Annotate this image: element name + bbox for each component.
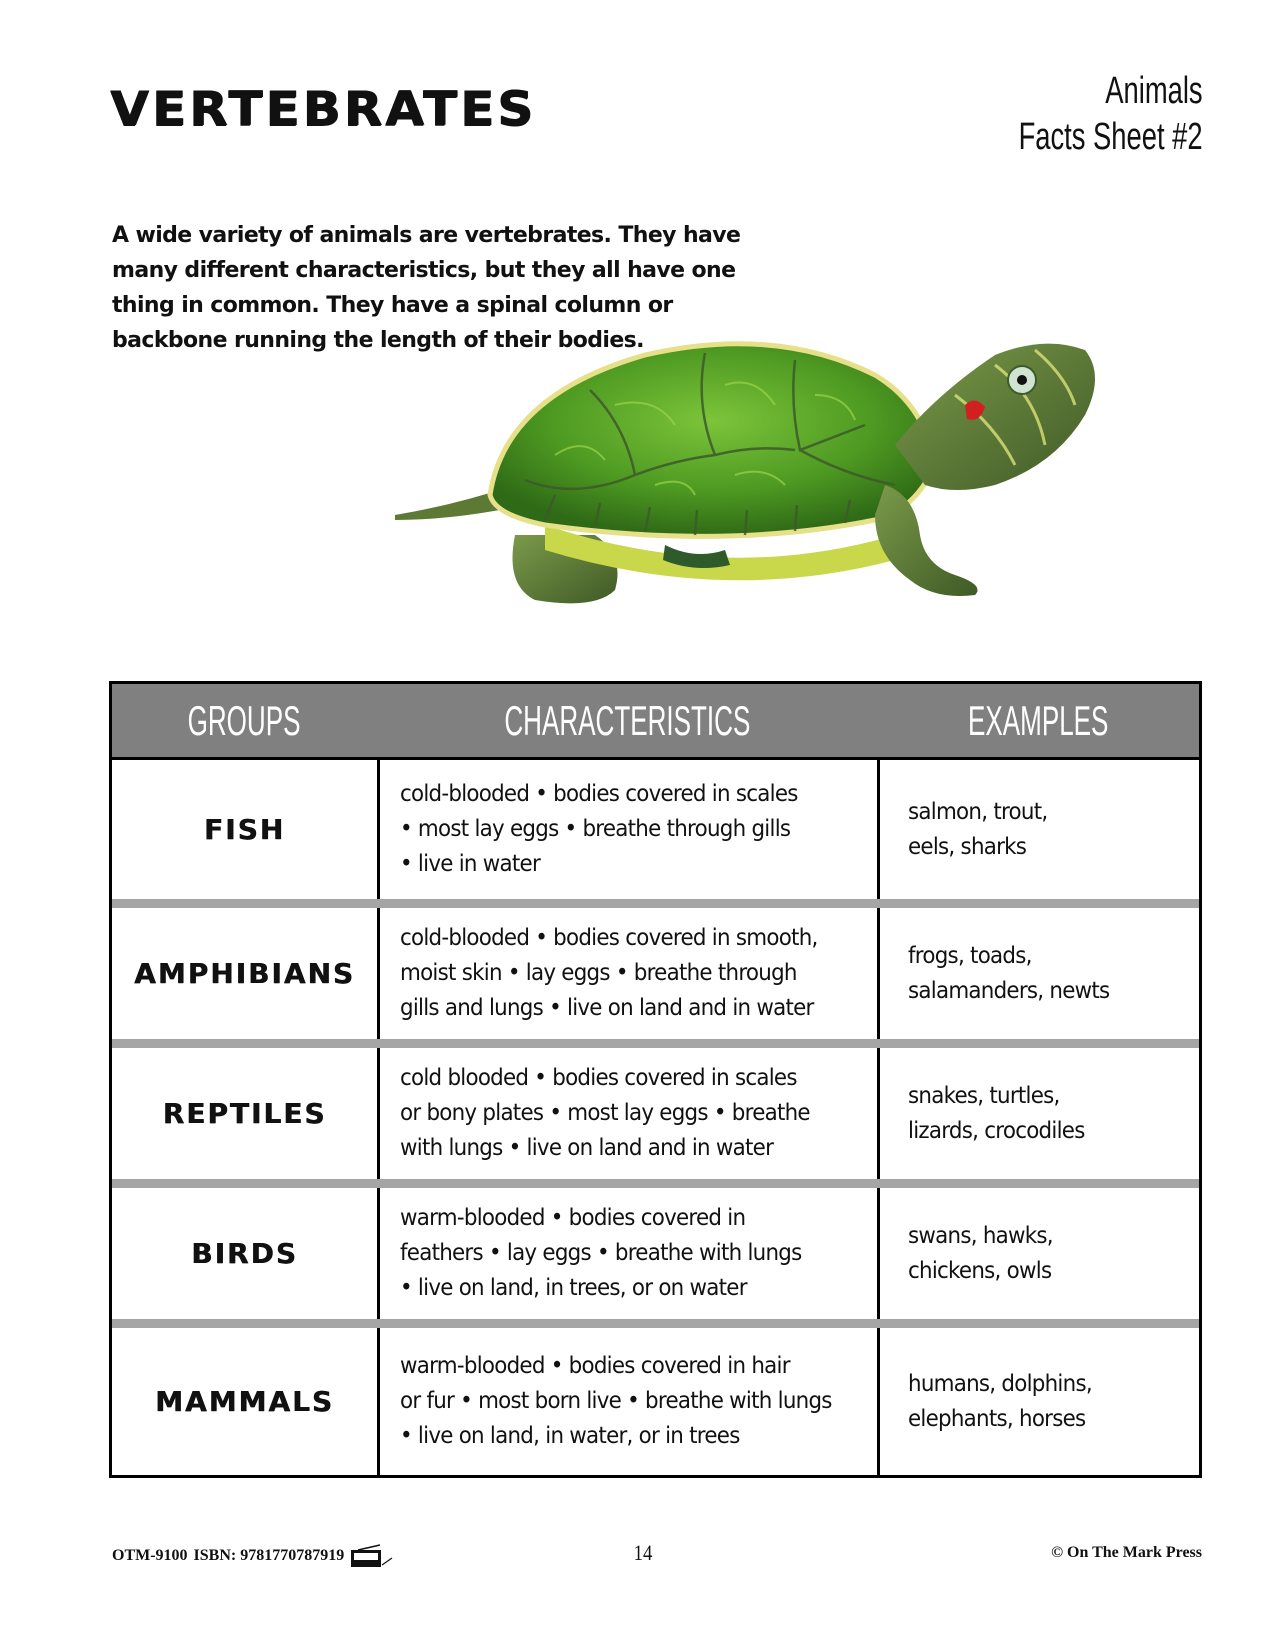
row-separator xyxy=(112,1039,1199,1048)
intro-line: thing in common. They have a spinal column or xyxy=(112,293,673,318)
row-separator xyxy=(112,899,1199,908)
publisher-logo-icon xyxy=(350,1544,394,1568)
table-row xyxy=(112,1188,1199,1319)
intro-line: A wide variety of animals are vertebrates. They have xyxy=(112,223,741,248)
characteristics-text: cold-blooded • bodies covered in scales • most lay eggs • breathe through gills • live in water xyxy=(400,781,798,877)
table-row xyxy=(112,1048,1199,1179)
examples-text: frogs, toads, salamanders, newts xyxy=(908,942,1110,1004)
examples-text: snakes, turtles, lizards, crocodiles xyxy=(908,1082,1085,1144)
characteristics-text: cold blooded • bodies covered in scales or bony plates • most lay eggs • breathe with lungs • live on land and in water xyxy=(400,1065,810,1161)
footer-publication-info xyxy=(112,1544,394,1568)
page-title: VERTEBRATES xyxy=(110,81,537,137)
group-name: BIRDS xyxy=(191,1237,298,1270)
table-row xyxy=(112,1328,1199,1475)
group-name: MAMMALS xyxy=(155,1385,334,1418)
examples-text: salmon, trout, eels, sharks xyxy=(908,798,1048,860)
table-row xyxy=(112,908,1199,1039)
characteristics-text: warm-blooded • bodies covered in hair or fur • most born live • breathe with lungs • live on land, in water, or in trees xyxy=(400,1353,832,1449)
page-number: 14 xyxy=(633,1540,653,1565)
sheet-number: Facts Sheet #2 xyxy=(1018,116,1203,158)
intro-line: backbone running the length of their bodies. xyxy=(112,328,644,353)
row-separator xyxy=(112,1179,1199,1188)
page-footer xyxy=(0,1540,1275,1570)
copyright: © On The Mark Press xyxy=(1051,1544,1202,1561)
turtle-photo xyxy=(395,335,1135,635)
column-header-examples: EXAMPLES xyxy=(967,697,1109,744)
group-name: REPTILES xyxy=(162,1097,327,1130)
row-separator xyxy=(112,1319,1199,1328)
column-header-characteristics: CHARACTERISTICS xyxy=(504,697,750,744)
examples-text: swans, hawks, chickens, owls xyxy=(908,1222,1053,1284)
product-code: OTM-9100 xyxy=(112,1547,188,1564)
characteristics-text: cold-blooded • bodies covered in smooth, moist skin • lay eggs • breathe through gills and lungs • live on land and in water xyxy=(400,925,818,1021)
sheet-subject: Animals xyxy=(1105,70,1203,112)
examples-text: humans, dolphins, elephants, horses xyxy=(908,1370,1092,1432)
sheet-label xyxy=(1019,68,1203,160)
isbn: ISBN: 9781770787919 xyxy=(193,1547,345,1564)
vertebrates-table xyxy=(109,681,1202,1478)
table-header xyxy=(112,684,1199,760)
column-header-groups: GROUPS xyxy=(188,697,301,744)
group-name: FISH xyxy=(203,813,286,846)
group-name: AMPHIBIANS xyxy=(134,957,355,990)
table-row xyxy=(112,760,1199,899)
characteristics-text: warm-blooded • bodies covered in feathers • lay eggs • breathe with lungs • live on land, in trees, or on water xyxy=(400,1205,802,1301)
intro-line: many different characteristics, but they all have one xyxy=(112,258,736,283)
